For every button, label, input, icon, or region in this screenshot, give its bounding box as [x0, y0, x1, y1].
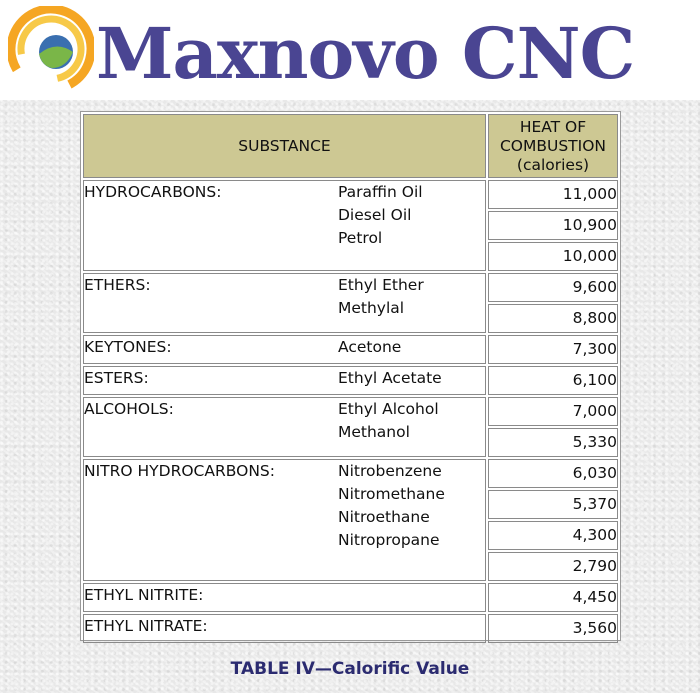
category-label: ETHYL NITRATE: — [84, 617, 208, 635]
heat-value-cell: 10,000 — [488, 242, 618, 271]
calorific-value-table — [81, 112, 620, 645]
heat-value-cell: 2,790 — [488, 552, 618, 581]
substance-name: Nitropropane — [338, 531, 440, 549]
heat-value-cell: 11,000 — [488, 180, 618, 209]
substance-group-cell — [83, 366, 486, 395]
substance-group-cell — [83, 459, 486, 581]
substance-name: Acetone — [338, 338, 402, 356]
brand-name: Maxnovo CNC — [96, 12, 635, 95]
substance-group-cell — [83, 583, 486, 612]
table-row — [83, 397, 618, 426]
table-body — [83, 180, 618, 643]
substance-list — [338, 460, 485, 552]
substance-name: Nitrobenzene — [338, 462, 442, 480]
category-label: ESTERS: — [84, 369, 149, 387]
category-label: ETHYL NITRITE: — [84, 586, 204, 604]
substance-name: Ethyl Ether — [338, 276, 424, 294]
table-row — [83, 366, 618, 395]
substance-name: Nitroethane — [338, 508, 430, 526]
table-row — [83, 614, 618, 643]
substance-group-cell — [83, 335, 486, 364]
substance-name: Diesel Oil — [338, 206, 412, 224]
heat-value-cell: 5,370 — [488, 490, 618, 519]
substance-list — [338, 336, 485, 359]
heat-header-line: (calories) — [516, 155, 590, 174]
heat-value-cell: 6,100 — [488, 366, 618, 395]
substance-name: Nitromethane — [338, 485, 445, 503]
substance-list — [338, 398, 485, 444]
category-label: ALCOHOLS: — [84, 400, 174, 418]
category-label: KEYTONES: — [84, 338, 172, 356]
logo-swirl-icon — [8, 6, 94, 92]
table-row — [83, 273, 618, 302]
substance-name: Methanol — [338, 423, 410, 441]
substance-group-cell — [83, 397, 486, 457]
heat-value-cell: 3,560 — [488, 614, 618, 643]
heat-value-cell: 4,300 — [488, 521, 618, 550]
substance-name: Ethyl Alcohol — [338, 400, 439, 418]
substance-name: Ethyl Acetate — [338, 369, 442, 387]
substance-list — [338, 181, 485, 250]
category-label: NITRO HYDROCARBONS: — [84, 462, 275, 480]
heat-value-cell: 8,800 — [488, 304, 618, 333]
heat-value-cell: 7,300 — [488, 335, 618, 364]
heat-value-cell: 6,030 — [488, 459, 618, 488]
heat-value-cell: 5,330 — [488, 428, 618, 457]
substance-group-cell — [83, 273, 486, 333]
column-header-heat-of-combustion — [488, 114, 618, 178]
heat-header-line: HEAT OF — [519, 117, 587, 136]
heat-value-cell: 7,000 — [488, 397, 618, 426]
substance-name: Petrol — [338, 229, 383, 247]
category-label: ETHERS: — [84, 276, 151, 294]
substance-name: Methylal — [338, 299, 405, 317]
heat-value-cell: 9,600 — [488, 273, 618, 302]
category-label: HYDROCARBONS: — [84, 183, 222, 201]
substance-group-cell — [83, 180, 486, 271]
table-row — [83, 180, 618, 209]
substance-list — [338, 367, 485, 390]
table-row — [83, 583, 618, 612]
table-caption: TABLE IV—Calorific Value — [230, 659, 470, 679]
calorific-table-container — [80, 111, 621, 641]
table-row — [83, 335, 618, 364]
heat-value-cell: 4,450 — [488, 583, 618, 612]
column-header-substance: SUBSTANCE — [83, 114, 486, 178]
heat-value-cell: 10,900 — [488, 211, 618, 240]
site-header — [0, 0, 700, 100]
substance-group-cell — [83, 614, 486, 643]
substance-list — [338, 274, 485, 320]
heat-header-line: COMBUSTION — [499, 136, 607, 155]
substance-name: Paraffin Oil — [338, 183, 423, 201]
table-row — [83, 459, 618, 488]
